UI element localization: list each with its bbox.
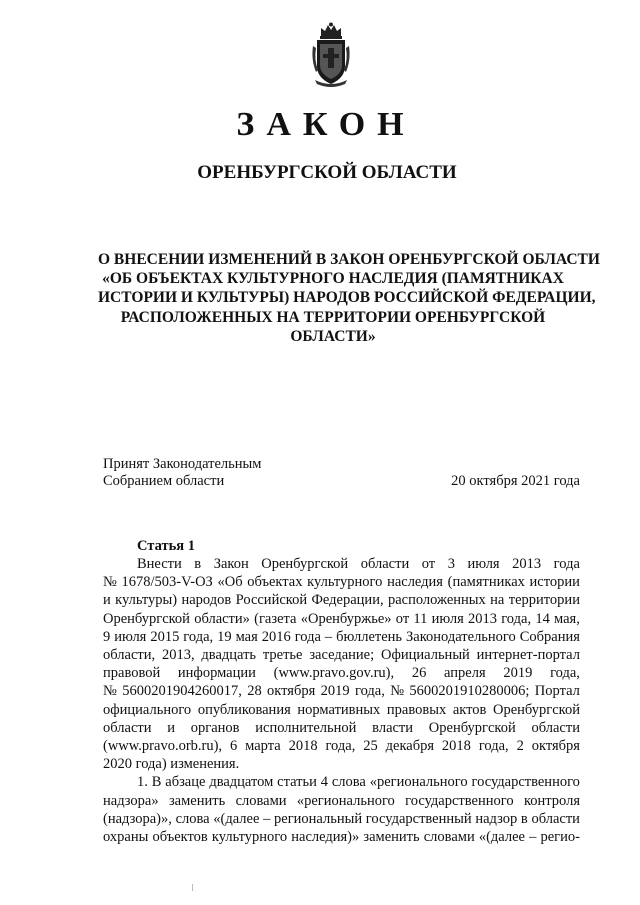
law-title: ЗАКОН xyxy=(236,106,416,143)
body-line xyxy=(103,646,580,664)
body-word: декабря xyxy=(385,738,435,755)
body-word: июля xyxy=(114,628,147,645)
body-word: 4 xyxy=(320,774,328,791)
body-word: 9 xyxy=(103,628,111,645)
body-word: 2013, xyxy=(161,647,195,664)
body-word: октября xyxy=(267,683,316,700)
body-word: «(далее xyxy=(213,810,260,827)
body-word: Закон xyxy=(213,556,249,572)
body-word: Портал xyxy=(534,683,580,700)
body-word: наследия xyxy=(387,574,443,591)
body-word: № xyxy=(390,683,405,700)
body-line xyxy=(103,737,580,755)
body-word: истории xyxy=(529,574,580,591)
body-line xyxy=(103,701,580,719)
body-word: 28 xyxy=(247,683,262,700)
body-line xyxy=(103,682,580,700)
body-word: заменить xyxy=(363,829,420,846)
adopted-date: 20 октября 2021 года xyxy=(451,473,580,489)
body-word: региональный xyxy=(274,810,363,827)
body-word: года, xyxy=(183,628,214,645)
body-word: «Оренбуржье» xyxy=(300,610,392,627)
body-word: «(далее xyxy=(478,829,525,846)
body-word: года xyxy=(553,556,580,572)
law-heading xyxy=(98,250,600,346)
body-word: 1. xyxy=(137,774,148,791)
body-word: области» xyxy=(194,610,250,627)
body-word: 2018 xyxy=(288,738,318,755)
body-word: контроля xyxy=(523,792,580,809)
body-word: Официальный xyxy=(381,647,470,664)
body-line xyxy=(103,719,580,737)
adopted-by-line: Принят Законодательным xyxy=(103,456,262,472)
body-word: (памятниках xyxy=(447,574,525,591)
body-word: расположенных xyxy=(387,592,486,609)
body-word: Оренбургской xyxy=(103,610,190,627)
body-line xyxy=(103,828,580,846)
body-word: 14 xyxy=(535,610,550,627)
body-word: нормативных xyxy=(297,701,381,718)
body-word: правовой xyxy=(103,665,161,682)
heading-line: О ВНЕСЕНИИ ИЗМЕНЕНИЙ В ЗАКОН ОРЕНБУРГСКОЙ ОБЛАСТИ xyxy=(98,251,600,268)
body-word: третье xyxy=(262,647,303,664)
body-word: народов xyxy=(181,592,232,609)
body-word: Российской xyxy=(235,592,308,609)
body-word: июля xyxy=(467,556,500,572)
body-word: на xyxy=(490,592,505,609)
body-line xyxy=(103,555,580,573)
body-word: области, xyxy=(103,647,156,664)
body-word: от xyxy=(395,610,410,627)
body-word: года xyxy=(294,628,321,645)
body-word: интернет-портал xyxy=(476,647,580,664)
body-word: бюллетень xyxy=(336,628,403,645)
article-body xyxy=(103,555,580,846)
body-word: актов xyxy=(452,701,487,718)
body-word: 2013 xyxy=(512,556,542,572)
body-word: территории xyxy=(508,592,580,609)
body-line xyxy=(103,591,580,609)
article-title: Статья 1 xyxy=(137,538,195,554)
body-word: культурного xyxy=(307,574,383,591)
body-word: Федерации, xyxy=(311,592,384,609)
law-region: ОРЕНБУРГСКОЙ ОБЛАСТИ xyxy=(197,162,457,183)
body-word: 2016 xyxy=(261,628,291,645)
body-word: Собрания xyxy=(519,628,580,645)
body-word: 2 xyxy=(516,738,524,755)
body-word: органов xyxy=(190,719,240,736)
body-word: 2018 xyxy=(441,738,471,755)
body-word: области xyxy=(360,556,410,572)
body-line xyxy=(103,792,580,810)
body-word: апреля xyxy=(444,665,486,682)
body-word: года, xyxy=(354,683,385,700)
body-word: и xyxy=(103,592,111,609)
body-word: 25 xyxy=(363,738,378,755)
body-word: заседание; xyxy=(309,647,375,664)
body-line xyxy=(103,810,580,828)
body-word: в xyxy=(520,810,528,827)
body-word: 2019 xyxy=(503,665,533,682)
body-word: государственного xyxy=(405,792,514,809)
body-word: Законодательного xyxy=(406,628,516,645)
body-word: заменить xyxy=(168,792,226,809)
body-word: 26 xyxy=(411,665,427,682)
body-word: (www.pravo.gov.ru), xyxy=(273,665,395,682)
adopted-by-line: Собранием области xyxy=(103,473,225,489)
body-word: мая xyxy=(235,628,258,645)
body-word: области xyxy=(531,719,580,736)
body-word: области xyxy=(103,719,152,736)
body-line xyxy=(103,610,580,628)
heading-line: ОБЛАСТИ» xyxy=(290,327,376,345)
coat-of-arms-icon xyxy=(309,22,353,88)
adopted-by xyxy=(103,456,261,490)
body-word: двадцатом xyxy=(209,774,274,791)
body-word: Оренбургской xyxy=(428,719,516,736)
body-word: культурного xyxy=(211,829,288,846)
body-line xyxy=(103,664,580,682)
body-line xyxy=(103,628,580,646)
body-word: и xyxy=(167,719,175,736)
body-word: октября xyxy=(531,738,580,755)
body-word: № xyxy=(103,683,117,700)
body-word: 2019 xyxy=(320,683,350,700)
body-word: – xyxy=(529,829,537,846)
body-word: государственного xyxy=(471,774,580,791)
scan-mark xyxy=(192,884,193,891)
body-word: (надзора)», xyxy=(103,810,172,827)
body-word: № xyxy=(103,574,117,591)
body-word: 19 xyxy=(217,628,232,645)
heading-line: РАСПОЛОЖЕННЫХ НА ТЕРРИТОРИИ ОРЕНБУРГСКОЙ xyxy=(120,308,546,326)
body-word: регио- xyxy=(540,829,580,846)
body-word: года, xyxy=(478,738,509,755)
body-word: 6 xyxy=(229,738,238,755)
body-word: года, xyxy=(325,738,356,755)
body-word: власти xyxy=(372,719,414,736)
body-word: словами xyxy=(423,829,475,846)
body-word: 2013 xyxy=(467,610,497,627)
body-word: – xyxy=(263,810,271,827)
body-word: мая, xyxy=(554,610,580,627)
body-word: абзаце xyxy=(165,774,206,791)
body-word: слова xyxy=(175,810,210,827)
body-line xyxy=(103,573,580,591)
body-word: надзора» xyxy=(103,792,159,809)
body-line: 2020 года) изменения. xyxy=(103,756,240,773)
body-word: исполнительной xyxy=(255,719,357,736)
body-word: словами xyxy=(235,792,287,809)
body-line xyxy=(103,773,580,791)
body-word: 2015 xyxy=(150,628,180,645)
body-word: – xyxy=(324,628,333,645)
body-word: В xyxy=(151,774,162,791)
body-word: (газета xyxy=(254,610,297,627)
body-word: «регионального xyxy=(369,774,468,791)
body-word: надзор xyxy=(475,810,518,827)
body-word: государственный xyxy=(365,810,472,827)
body-word: двадцать xyxy=(201,647,257,664)
body-word: Внести xyxy=(137,556,182,572)
body-word: 1678/503-V-ОЗ xyxy=(121,574,213,591)
heading-line: ИСТОРИИ И КУЛЬТУРЫ) НАРОДОВ РОССИЙСКОЙ ФЕДЕРАЦИИ, xyxy=(98,289,596,307)
body-word: 5600201910280006; xyxy=(409,683,530,700)
body-word: культуры) xyxy=(115,592,178,609)
body-word: от xyxy=(421,556,436,572)
body-word: наследия)» xyxy=(291,829,360,846)
body-word: правовых xyxy=(386,701,447,718)
body-word: опубликования xyxy=(197,701,291,718)
body-word: июля xyxy=(431,610,464,627)
body-word: области xyxy=(531,810,580,827)
body-word: Оренбургской xyxy=(493,701,580,718)
body-word: марта xyxy=(245,738,281,755)
body-word: информации xyxy=(177,665,256,682)
body-word: охраны xyxy=(103,829,149,846)
heading-line: «ОБ ОБЪЕКТАХ КУЛЬТУРНОГО НАСЛЕДИЯ (ПАМЯТНИКАХ xyxy=(102,270,564,288)
body-word: объектов xyxy=(152,829,208,846)
body-word: статьи xyxy=(277,774,317,791)
body-word: объектах xyxy=(247,574,303,591)
body-word: слова xyxy=(331,774,366,791)
body-word: в xyxy=(194,556,202,572)
body-word: «Об xyxy=(217,574,243,591)
body-word: года, xyxy=(550,665,580,682)
body-word: официального xyxy=(103,701,192,718)
body-word: (www.pravo.orb.ru), xyxy=(103,738,223,755)
body-word: года, xyxy=(501,610,532,627)
body-word: 5600201904260017, xyxy=(122,683,242,700)
body-word: 11 xyxy=(413,610,428,627)
body-word: Оренбургской xyxy=(261,556,349,572)
body-word: 3 xyxy=(447,556,455,572)
body-word: «регионального xyxy=(296,792,395,809)
